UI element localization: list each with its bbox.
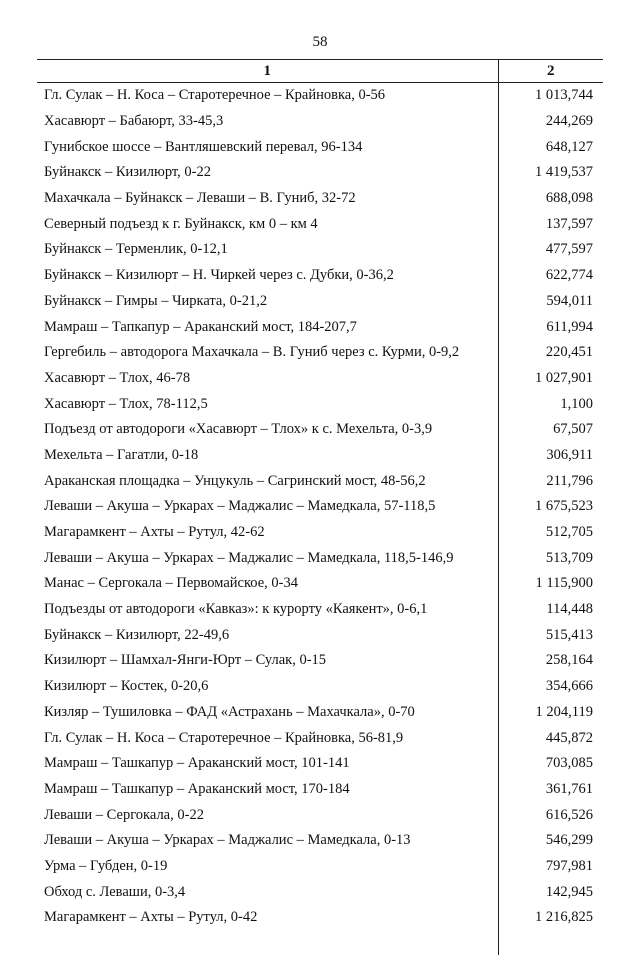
road-name-cell: Мамраш – Тапкапур – Араканский мост, 184-207,7	[44, 318, 357, 335]
amount-cell: 1 419,537	[498, 160, 603, 186]
table-row	[37, 648, 603, 674]
table-row	[37, 186, 603, 212]
amount-cell: 1 216,825	[498, 905, 603, 931]
road-name-cell: Мехельта – Гагатли, 0-18	[44, 446, 199, 463]
road-name-cell: Манас – Сергокала – Первомайское, 0-34	[44, 575, 298, 592]
amount-cell: 211,796	[498, 468, 603, 494]
table-row	[37, 545, 603, 571]
table-body	[37, 83, 603, 955]
filler-cell	[498, 931, 603, 955]
table-row	[37, 237, 603, 263]
table-row	[37, 417, 603, 443]
table-row	[37, 263, 603, 289]
road-name-cell: Буйнакск – Терменлик, 0-12,1	[44, 241, 228, 258]
road-name-cell: Араканская площадка – Унцукуль – Сагринский мост, 48-56,2	[44, 472, 426, 489]
road-name-cell: Хасавюрт – Тлох, 46-78	[44, 369, 191, 386]
amount-cell: 616,526	[498, 802, 603, 828]
table-row	[37, 289, 603, 315]
road-name-cell: Гл. Сулак – Н. Коса – Старотеречное – Крайновка, 56-81,9	[44, 729, 404, 746]
road-name-cell: Кизилюрт – Костек, 0-20,6	[44, 678, 209, 695]
amount-cell: 594,011	[498, 289, 603, 315]
table-row	[37, 622, 603, 648]
amount-cell: 354,666	[498, 674, 603, 700]
road-name-cell: Буйнакск – Кизилюрт – Н. Чиркей через с. Дубки, 0-36,2	[44, 267, 394, 284]
column-header-2: 2	[498, 60, 603, 83]
column-header-1: 1	[37, 60, 498, 83]
table-row	[37, 802, 603, 828]
table-row	[37, 134, 603, 160]
road-name-cell: Гергебиль – автодорога Махачкала – В. Гуниб через с. Курми, 0-9,2	[44, 344, 460, 361]
road-name-cell: Урма – Губден, 0-19	[44, 857, 168, 874]
amount-cell: 688,098	[498, 186, 603, 212]
table-row	[37, 340, 603, 366]
table-row	[37, 571, 603, 597]
table-row	[37, 905, 603, 931]
road-name-cell: Буйнакск – Кизилюрт, 0-22	[44, 164, 211, 181]
amount-cell: 142,945	[498, 879, 603, 905]
road-name-cell: Хасавюрт – Тлох, 78-112,5	[44, 395, 208, 412]
road-name-cell: Магарамкент – Ахты – Рутул, 0-42	[44, 909, 258, 926]
table-row	[37, 828, 603, 854]
road-name-cell: Обход с. Леваши, 0-3,4	[44, 883, 186, 900]
amount-cell: 515,413	[498, 622, 603, 648]
table-row	[37, 777, 603, 803]
road-name-cell: Леваши – Акуша – Уркарах – Маджалис – Мамедкала, 57-118,5	[44, 498, 436, 515]
table-row	[37, 854, 603, 880]
amount-cell: 1 675,523	[498, 494, 603, 520]
table-row	[37, 494, 603, 520]
amount-cell: 512,705	[498, 520, 603, 546]
amount-cell: 648,127	[498, 134, 603, 160]
table-row	[37, 366, 603, 392]
road-name-cell: Гунибское шоссе – Вантляшевский перевал, 96-134	[44, 138, 363, 155]
amount-cell: 513,709	[498, 545, 603, 571]
amount-cell: 1 013,744	[498, 83, 603, 109]
table-row	[37, 443, 603, 469]
road-name-cell: Подъезд от автодороги «Хасавюрт – Тлох» к с. Мехельта, 0-3,9	[44, 421, 433, 438]
table-row	[37, 597, 603, 623]
amount-cell: 67,507	[498, 417, 603, 443]
page-number: 58	[312, 34, 328, 50]
table-row	[37, 109, 603, 135]
road-name-cell: Махачкала – Буйнакск – Леваши – В. Гуниб, 32-72	[44, 190, 356, 207]
table-row	[37, 674, 603, 700]
road-name-cell: Леваши – Сергокала, 0-22	[44, 806, 204, 823]
amount-cell: 477,597	[498, 237, 603, 263]
road-name-cell: Северный подъезд к г. Буйнакск, км 0 – км 4	[44, 215, 318, 232]
table-row	[37, 751, 603, 777]
amount-cell: 622,774	[498, 263, 603, 289]
amount-cell: 703,085	[498, 751, 603, 777]
table-row	[37, 314, 603, 340]
road-name-cell: Гл. Сулак – Н. Коса – Старотеречное – Крайновка, 0-56	[44, 87, 386, 104]
table-row	[37, 520, 603, 546]
road-name-cell: Мамраш – Ташкапур – Араканский мост, 101-141	[44, 755, 350, 772]
amount-cell: 220,451	[498, 340, 603, 366]
road-name-cell: Мамраш – Ташкапур – Араканский мост, 170-184	[44, 780, 350, 797]
amount-cell: 258,164	[498, 648, 603, 674]
road-name-cell: Магарамкент – Ахты – Рутул, 42-62	[44, 524, 265, 541]
road-name-cell: Подъезды от автодороги «Кавказ»: к курорту «Каякент», 0-6,1	[44, 601, 428, 618]
road-name-cell: Леваши – Акуша – Уркарах – Маджалис – Мамедкала, 0-13	[44, 832, 411, 849]
amount-cell: 1 204,119	[498, 700, 603, 726]
table-row	[37, 700, 603, 726]
amount-cell: 137,597	[498, 211, 603, 237]
table-row	[37, 468, 603, 494]
table-row	[37, 83, 603, 109]
road-name-cell: Кизилюрт – Шамхал-Янги-Юрт – Сулак, 0-15	[44, 652, 327, 669]
table-row	[37, 160, 603, 186]
road-name-cell: Буйнакск – Гимры – Чирката, 0-21,2	[44, 292, 268, 309]
amount-cell: 361,761	[498, 777, 603, 803]
table-filler-row	[37, 931, 603, 955]
amount-cell: 114,448	[498, 597, 603, 623]
amount-cell: 1,100	[498, 391, 603, 417]
table-row	[37, 879, 603, 905]
road-funding-table	[37, 59, 603, 955]
road-name-cell: Кизляр – Тушиловка – ФАД «Астрахань – Махачкала», 0-70	[44, 703, 415, 720]
amount-cell: 306,911	[498, 443, 603, 469]
amount-cell: 797,981	[498, 854, 603, 880]
road-name-cell: Леваши – Акуша – Уркарах – Маджалис – Мамедкала, 118,5-146,9	[44, 549, 454, 566]
amount-cell: 611,994	[498, 314, 603, 340]
road-name-cell: Буйнакск – Кизилюрт, 22-49,6	[44, 626, 230, 643]
amount-cell: 1 027,901	[498, 366, 603, 392]
table-header-row	[37, 60, 603, 83]
amount-cell: 244,269	[498, 109, 603, 135]
table-row	[37, 391, 603, 417]
amount-cell: 546,299	[498, 828, 603, 854]
filler-cell	[37, 931, 498, 955]
amount-cell: 445,872	[498, 725, 603, 751]
road-name-cell: Хасавюрт – Бабаюрт, 33-45,3	[44, 113, 224, 130]
table-row	[37, 725, 603, 751]
table-row	[37, 211, 603, 237]
amount-cell: 1 115,900	[498, 571, 603, 597]
